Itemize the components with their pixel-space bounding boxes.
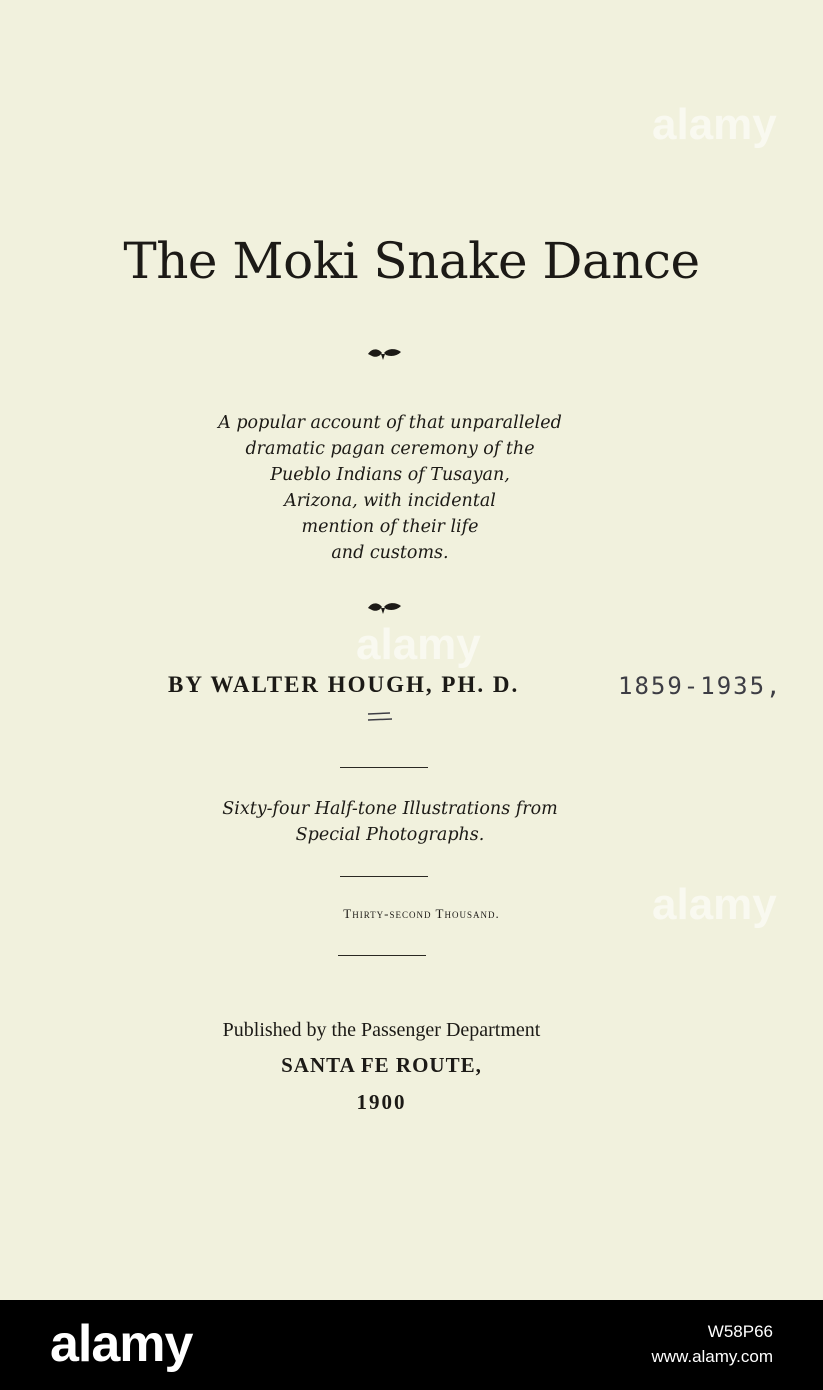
watermark: alamy bbox=[652, 100, 777, 149]
divider-rule bbox=[340, 767, 428, 768]
subtitle-line: Pueblo Indians of Tusayan, bbox=[270, 465, 510, 485]
leaf-ornament-icon bbox=[364, 600, 404, 616]
edition-line: Thirty-second Thousand. bbox=[343, 906, 500, 921]
subtitle-line: and customs. bbox=[331, 543, 449, 563]
watermark: alamy bbox=[652, 880, 777, 929]
subtitle-line: A popular account of that unparalleled bbox=[218, 413, 562, 433]
illustrations-line: Special Photographs. bbox=[295, 825, 485, 845]
subtitle-line: mention of their life bbox=[301, 517, 479, 537]
author-line: BY WALTER HOUGH, PH. D. bbox=[168, 672, 520, 697]
leaf-ornament-icon bbox=[364, 346, 404, 362]
watermark: alamy bbox=[356, 620, 481, 669]
divider-rule bbox=[340, 876, 428, 877]
stock-footer-bar bbox=[0, 1300, 823, 1390]
pencil-double-underline bbox=[366, 710, 394, 724]
site-url: www.alamy.com bbox=[651, 1347, 773, 1366]
image-id: W58P66 bbox=[707, 1322, 773, 1341]
handwritten-dates: 1859-1935, bbox=[618, 672, 783, 700]
publication-year: 1900 bbox=[356, 1090, 407, 1114]
illustrations-note bbox=[180, 796, 600, 848]
publisher-line: Published by the Passenger Department bbox=[222, 1019, 541, 1041]
book-subtitle bbox=[180, 410, 600, 566]
route-line: SANTA FE ROUTE, bbox=[281, 1053, 482, 1077]
divider-rule bbox=[338, 955, 426, 956]
subtitle-line: Arizona, with incidental bbox=[284, 491, 496, 511]
subtitle-line: dramatic pagan ceremony of the bbox=[245, 439, 535, 459]
alamy-logo: alamy bbox=[50, 1315, 193, 1373]
book-title: The Moki Snake Dance bbox=[123, 232, 700, 290]
illustrations-line: Sixty-four Half-tone Illustrations from bbox=[222, 799, 558, 819]
